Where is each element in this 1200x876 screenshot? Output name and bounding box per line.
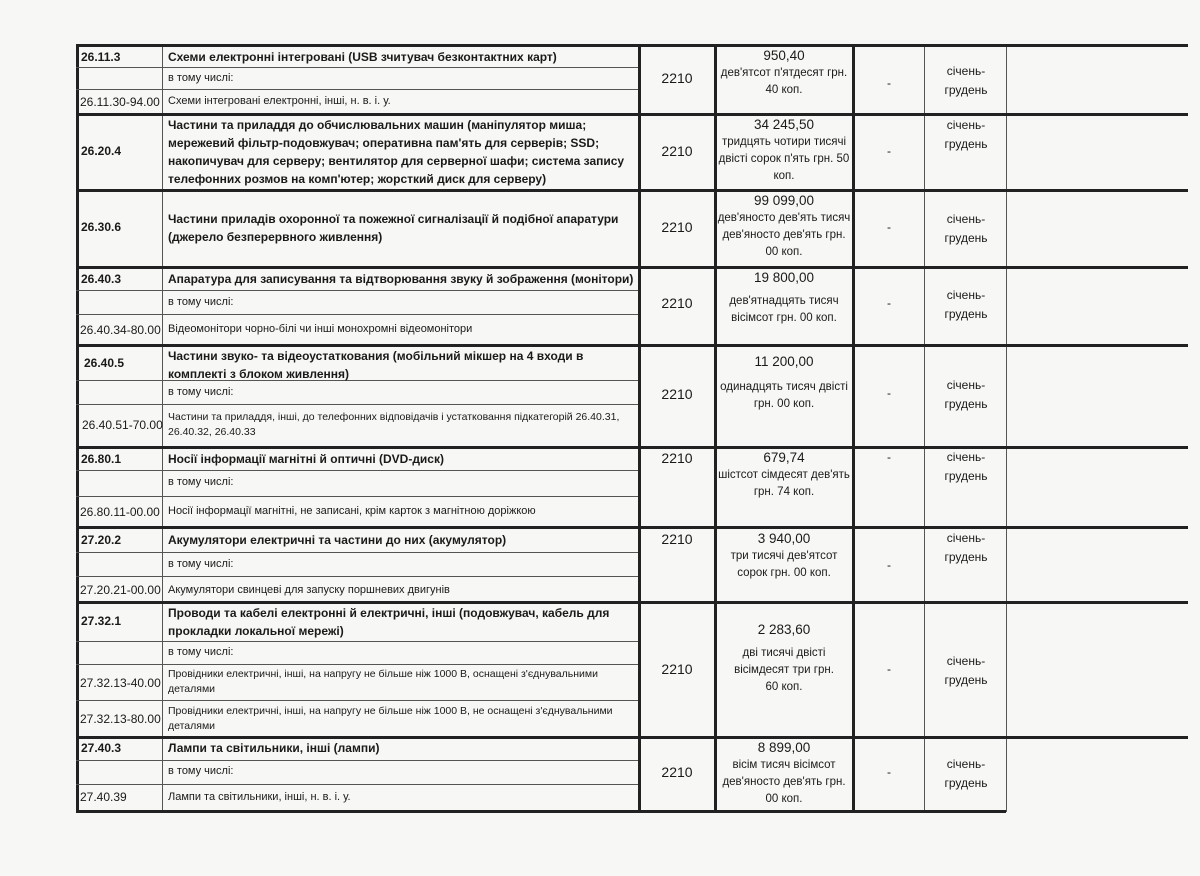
in-particular-label: в тому числі: — [168, 72, 234, 84]
group-title: Частини приладів охоронної та пожежної сигналізації й подібної апаратури (джерело безперервного живлення) — [168, 212, 619, 244]
amount-cell — [716, 47, 852, 99]
amount-value: 950,40 — [763, 48, 805, 63]
period-line1: січень- — [946, 378, 986, 392]
subrow-divider — [76, 470, 638, 471]
group-code: 26.11.3 — [81, 50, 121, 64]
period-line2: грудень — [944, 231, 988, 245]
dash: - — [887, 765, 891, 779]
amount-words: тридцять чотири тисячі двісті сорок п'ять грн. 50 коп. — [718, 136, 850, 182]
group-code: 27.20.2 — [81, 533, 122, 547]
subrow-divider — [76, 700, 638, 701]
kekv-code: 2210 — [661, 764, 693, 780]
row-divider — [76, 446, 1188, 449]
amount-value: 11 200,00 — [754, 354, 814, 369]
kekv-code: 2210 — [661, 295, 693, 311]
amount-value: 8 899,00 — [757, 740, 811, 755]
amount-value: 2 283,60 — [757, 622, 811, 637]
group-code: 26.20.4 — [81, 144, 122, 158]
amount-cell — [716, 353, 852, 413]
group-title: Акумулятори електричні та частини до них (акумулятор) — [168, 533, 507, 547]
subrow-divider — [76, 89, 638, 90]
table-border-left — [76, 44, 79, 812]
amount-cell — [716, 739, 852, 808]
amount-value: 19 800,00 — [753, 270, 815, 285]
kekv-code: 2210 — [661, 661, 693, 677]
group-code: 27.40.3 — [81, 741, 122, 755]
period-line2: грудень — [944, 550, 988, 564]
group-title: Частини та приладдя до обчислювальних машин (маніпулятор миша; мережевий фільтр-подовжувач; оперативна пам'ять для серверів; SSD; накопичувач для серверу; вентилятор для серверної шафи; система запису телефонних розмов на комп'ютер; жорсткий диск для серверу) — [168, 118, 625, 186]
in-particular-label: в тому числі: — [168, 296, 234, 308]
amount-words: шістсот сімдесят дев'ять грн. 74 коп. — [718, 469, 850, 498]
sub-title: Провідники електричні, інші, на напругу не більше ніж 1000 В, оснащені з'єднувальними деталями — [168, 668, 598, 695]
dash: - — [887, 450, 891, 464]
amount-value: 34 245,50 — [753, 117, 815, 132]
sub-code: 27.40.39 — [80, 790, 127, 804]
subrow-divider — [76, 760, 638, 761]
group-title: Проводи та кабелі електронні й електричні, інші (подовжувач, кабель для прокладки локальної мережі) — [168, 606, 610, 638]
period-line2: грудень — [944, 469, 988, 483]
group-title: Частини звуко- та відеоустаткования (мобільний мікшер на 4 входи в комплекті з блоком живлення) — [168, 349, 584, 381]
subrow-divider — [76, 664, 638, 665]
in-particular-label: в тому числі: — [168, 386, 234, 398]
period-cell — [926, 529, 1006, 567]
sub-title: Лампи та світильники, інші, н. в. і. у. — [168, 791, 351, 803]
period-line1: січень- — [946, 212, 986, 226]
sub-code: 26.80.11-00.00 — [80, 505, 160, 519]
sub-title: Схеми інтегровані електронні, інші, н. в. і. у. — [168, 95, 391, 107]
kekv-code: 2210 — [661, 219, 693, 235]
amount-value: 99 099,00 — [753, 193, 815, 208]
column-divider — [852, 44, 855, 812]
period-cell — [926, 652, 1006, 690]
period-line1: січень- — [946, 654, 986, 668]
period-line2: грудень — [944, 137, 988, 151]
kekv-code: 2210 — [661, 450, 693, 466]
kekv-code: 2210 — [661, 143, 693, 159]
subrow-divider — [76, 552, 638, 553]
column-divider — [1006, 44, 1007, 812]
sub-code: 27.20.21-00.00 — [80, 583, 161, 597]
column-divider — [924, 44, 925, 812]
amount-cell — [716, 530, 852, 582]
period-cell — [926, 62, 1006, 100]
subrow-divider — [76, 314, 638, 315]
subrow-divider — [76, 576, 638, 577]
sub-title: Відеомонітори чорно-білі чи інші монохромні відеомонітори — [168, 323, 473, 335]
period-cell — [926, 286, 1006, 324]
group-code: 26.40.3 — [81, 272, 122, 286]
period-cell — [926, 210, 1006, 248]
period-line2: грудень — [944, 83, 988, 97]
amount-cell — [716, 449, 852, 501]
group-title: Лампи та світильники, інші (лампи) — [168, 741, 380, 755]
sub-code: 27.32.13-40.00 — [80, 676, 161, 690]
period-line1: січень- — [946, 64, 986, 78]
sub-code: 27.32.13-80.00 — [80, 712, 161, 726]
amount-words: дев'ятнадцять тисяч вісімсот грн. 00 коп. — [729, 295, 839, 324]
sub-title: Акумулятори свинцеві для запуску поршневих двигунів — [168, 584, 450, 596]
dash: - — [887, 296, 891, 310]
amount-words: дев'ятсот п'ятдесят грн. 40 коп. — [720, 67, 848, 96]
dash: - — [887, 386, 891, 400]
subrow-divider — [76, 290, 638, 291]
amount-cell — [716, 269, 852, 327]
sub-code: 26.11.30-94.00 — [80, 95, 160, 109]
period-line2: грудень — [944, 307, 988, 321]
subrow-divider — [76, 784, 638, 785]
period-line2: грудень — [944, 673, 988, 687]
amount-cell — [716, 116, 852, 185]
group-code: 27.32.1 — [81, 614, 122, 628]
amount-value: 679,74 — [763, 450, 805, 465]
kekv-code: 2210 — [661, 531, 693, 547]
amount-cell — [716, 192, 852, 261]
amount-value: 3 940,00 — [757, 531, 811, 546]
sub-title: Провідники електричні, інші, на напругу не більше ніж 1000 В, не оснащені з'єднувальними деталями — [168, 705, 613, 732]
kekv-code: 2210 — [661, 70, 693, 86]
period-line1: січень- — [946, 757, 986, 771]
sub-title: Частини та приладдя, інші, до телефонних відповідачів і устатковання підкатегорій 26.40.31, 26.40.32, 26.40.33 — [168, 411, 620, 438]
in-particular-label: в тому числі: — [168, 558, 234, 570]
sub-code: 26.40.34-80.00 — [80, 323, 161, 337]
kekv-code: 2210 — [661, 386, 693, 402]
dash: - — [887, 558, 891, 572]
amount-words: дві тисячі двісті вісімдесят три грн. 60 коп. — [734, 647, 834, 693]
period-cell — [926, 755, 1006, 793]
in-particular-label: в тому числі: — [168, 646, 234, 658]
sub-title: Носії інформації магнітні, не записані, крім карток з магнітною доріжкою — [168, 505, 536, 517]
amount-cell — [716, 621, 852, 696]
subrow-divider — [76, 404, 638, 405]
column-divider — [638, 44, 641, 812]
period-cell — [926, 448, 1006, 486]
sub-code: 26.40.51-70.00 — [82, 418, 163, 432]
row-divider — [76, 189, 1188, 192]
period-line1: січень- — [946, 288, 986, 302]
period-cell — [926, 376, 1006, 414]
group-code: 26.30.6 — [81, 220, 122, 234]
period-line2: грудень — [944, 776, 988, 790]
amount-words: вісім тисяч вісімсот дев'яносто дев'ять грн. 00 коп. — [722, 759, 846, 805]
group-title: Схеми електронні інтегровані (USB зчитувач безконтактних карт) — [168, 50, 557, 64]
row-divider — [76, 266, 1188, 269]
period-line1: січень- — [946, 118, 986, 132]
group-title: Апаратура для записування та відтворювання звуку й зображення (монітори) — [168, 272, 634, 286]
row-divider — [76, 44, 1188, 47]
period-cell — [926, 116, 1006, 154]
group-code: 26.40.5 — [84, 356, 125, 370]
group-code: 26.80.1 — [81, 452, 122, 466]
in-particular-label: в тому числі: — [168, 765, 234, 777]
dash: - — [887, 662, 891, 676]
in-particular-label: в тому числі: — [168, 476, 234, 488]
amount-words: дев'яносто дев'ять тисяч дев'яносто дев'ять грн. 00 коп. — [717, 212, 851, 258]
dash: - — [887, 76, 891, 90]
subrow-divider — [76, 641, 638, 642]
subrow-divider — [76, 67, 638, 68]
amount-words: три тисячі дев'ятсот сорок грн. 00 коп. — [730, 550, 838, 579]
row-divider — [76, 810, 1006, 813]
amount-words: одинадцять тисяч двісті грн. 00 коп. — [720, 381, 848, 410]
group-title: Носії інформації магнітні й оптичні (DVD-диск) — [168, 452, 444, 466]
period-line1: січень- — [946, 531, 986, 545]
period-line1: січень- — [946, 450, 986, 464]
subrow-divider — [76, 496, 638, 497]
row-divider — [76, 526, 1188, 529]
dash: - — [887, 220, 891, 234]
dash: - — [887, 144, 891, 158]
period-line2: грудень — [944, 397, 988, 411]
